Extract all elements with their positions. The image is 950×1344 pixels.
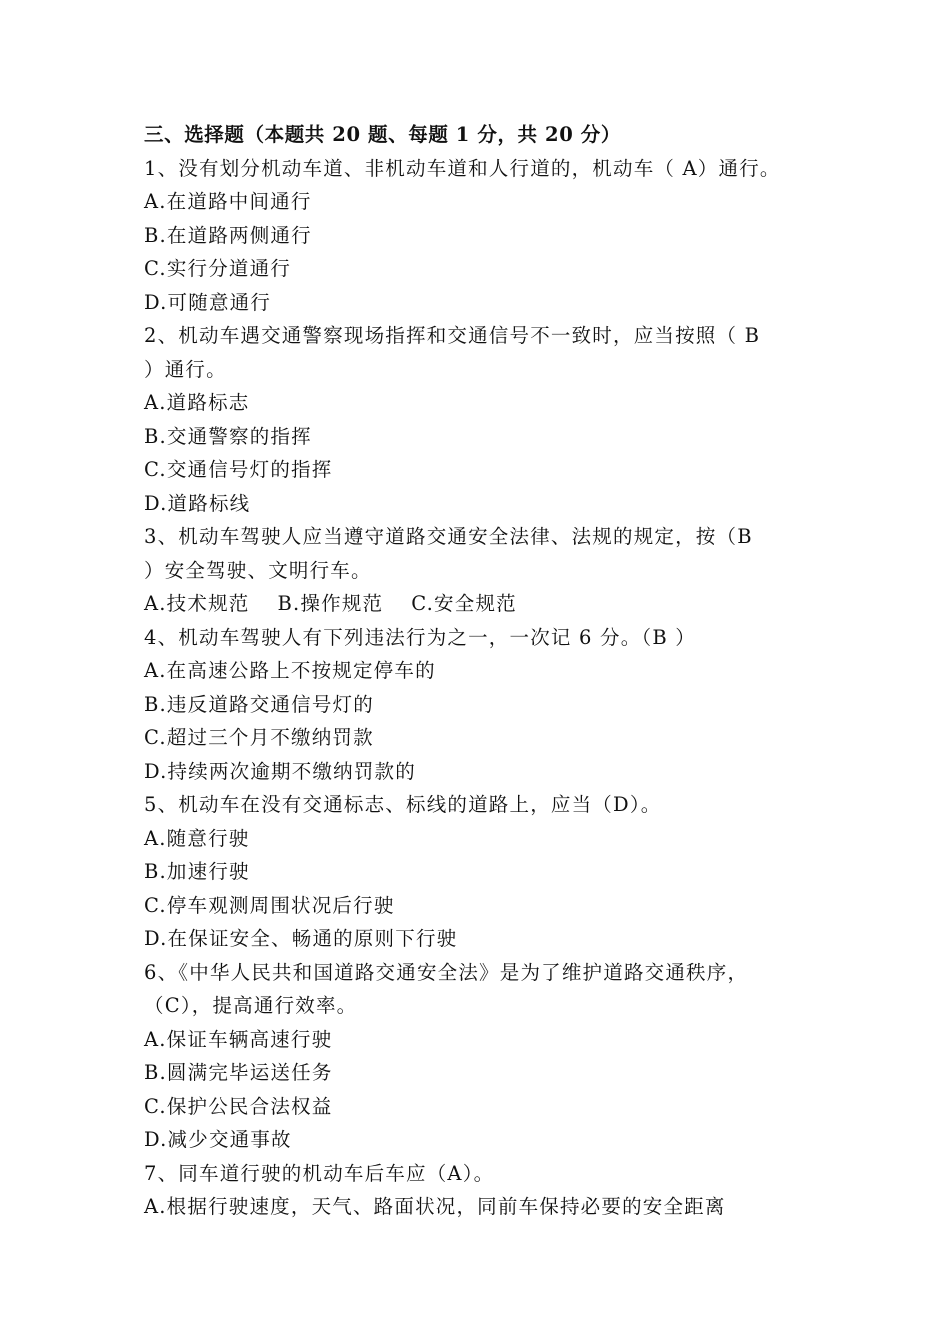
question-1-option-b: B.在道路两侧通行 bbox=[144, 223, 312, 247]
question-1-option-d: D.可随意通行 bbox=[144, 290, 272, 314]
question-3-options-row bbox=[144, 587, 834, 621]
question-6-option-a: A.保证车辆高速行驶 bbox=[144, 1027, 333, 1051]
question-5-option-c: C.停车观测周围状况后行驶 bbox=[144, 893, 395, 917]
section-title: 三、选择题（本题共 20 题、每题 1 分，共 20 分） bbox=[144, 123, 621, 146]
question-3-stem: 3、机动车驾驶人应当遵守道路交通安全法律、法规的规定，按（B bbox=[144, 525, 753, 548]
question-2-option-c: C.交通信号灯的指挥 bbox=[144, 458, 333, 481]
document-content bbox=[144, 118, 834, 1224]
question-4-option-d: D.持续两次逾期不缴纳罚款的 bbox=[144, 759, 416, 783]
question-6-option-d: D.减少交通事故 bbox=[144, 1128, 292, 1151]
question-4-option-c: C.超过三个月不缴纳罚款 bbox=[144, 726, 374, 749]
question-2-option-b: B.交通警察的指挥 bbox=[144, 424, 312, 448]
question-4-stem: 4、机动车驾驶人有下列违法行为之一，一次记 6 分。（B ） bbox=[144, 625, 696, 649]
question-6-option-c: C.保护公民合法权益 bbox=[144, 1094, 333, 1118]
question-5-stem: 5、机动车在没有交通标志、标线的道路上，应当（D）。 bbox=[144, 793, 662, 816]
question-3-option-b: B.操作规范 bbox=[277, 592, 384, 615]
question-7-stem: 7、同车道行驶的机动车后车应（A）。 bbox=[144, 1161, 495, 1185]
question-3-option-a: A.技术规范 bbox=[144, 592, 250, 615]
question-1-stem: 1、没有划分机动车道、非机动车道和人行道的，机动车（ A）通行。 bbox=[144, 156, 781, 180]
question-1-option-c: C.实行分道通行 bbox=[144, 257, 292, 280]
question-1-option-a: A.在道路中间通行 bbox=[144, 190, 312, 213]
question-6-stem: 6、《中华人民共和国道路交通安全法》是为了维护道路交通秩序， bbox=[144, 960, 749, 984]
question-2-option-d: D.道路标线 bbox=[144, 491, 251, 515]
question-7-option-a: A.根据行驶速度，天气、路面状况，同前车保持必要的安全距离 bbox=[144, 1195, 726, 1218]
question-5-option-b: B.加速行驶 bbox=[144, 860, 250, 883]
question-3-stem-continued: ）安全驾驶、文明行车。 bbox=[144, 558, 372, 582]
question-2-option-a: A.道路标志 bbox=[144, 391, 250, 414]
question-3-option-c: C.安全规范 bbox=[411, 592, 517, 615]
question-4-option-b: B.违反道路交通信号灯的 bbox=[144, 692, 374, 716]
question-5-option-d: D.在保证安全、畅通的原则下行驶 bbox=[144, 927, 458, 950]
question-6-stem-continued: （C），提高通行效率。 bbox=[144, 994, 358, 1017]
question-5-option-a: A.随意行驶 bbox=[144, 826, 250, 850]
question-4-option-a: A.在高速公路上不按规定停车的 bbox=[144, 659, 436, 682]
question-2-stem-continued: ）通行。 bbox=[144, 357, 227, 381]
question-2-stem: 2、机动车遇交通警察现场指挥和交通信号不一致时，应当按照（ B bbox=[144, 324, 761, 347]
question-6-option-b: B.圆满完毕运送任务 bbox=[144, 1061, 333, 1084]
